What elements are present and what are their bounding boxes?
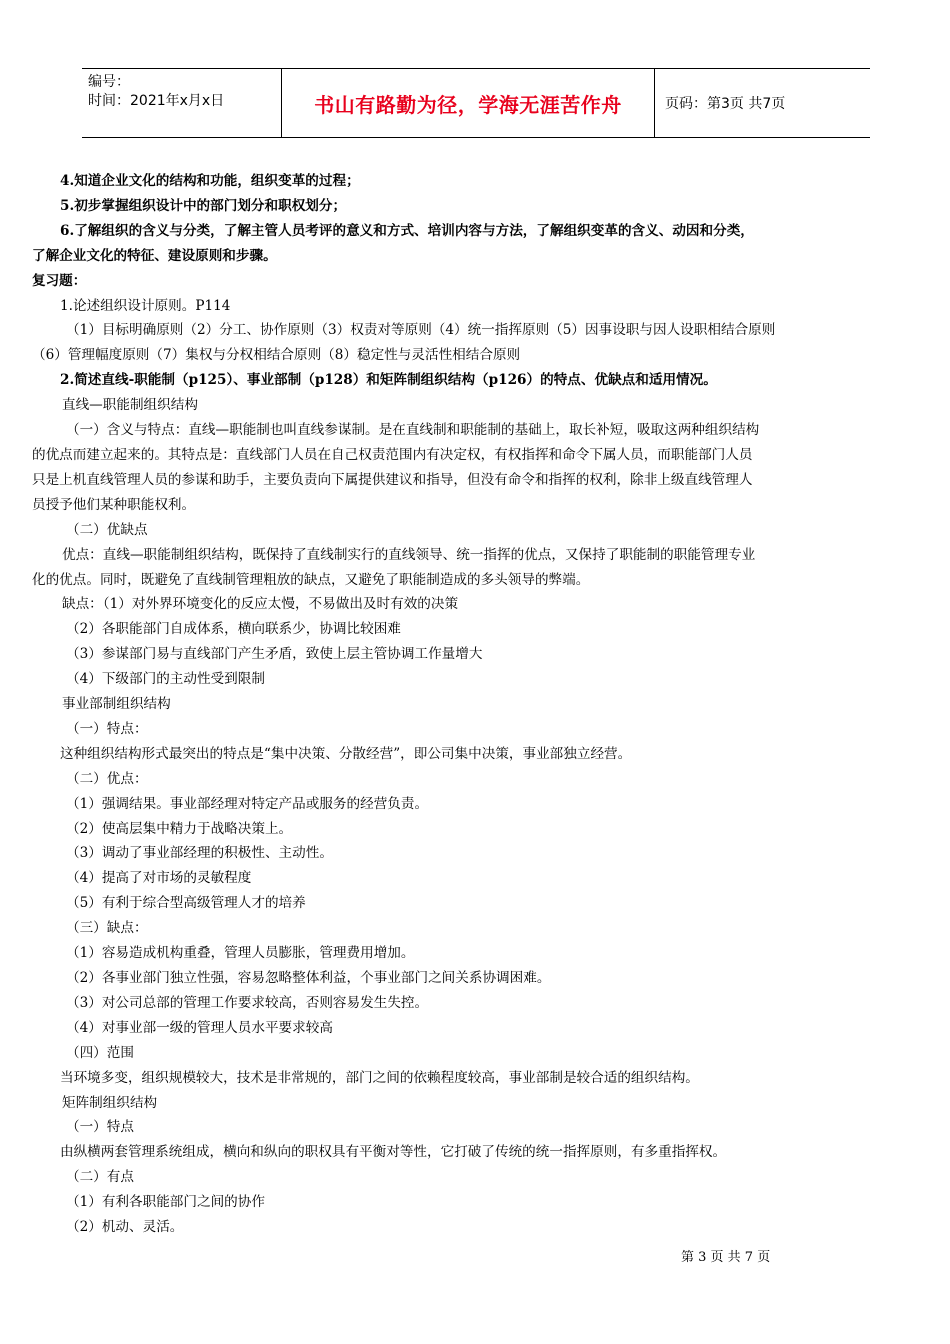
- text-line: （6）管理幅度原则（7）集权与分权相结合原则（8）稳定性与灵活性相结合原则: [32, 347, 521, 364]
- subheading-line: 直线—职能制组织结构: [62, 397, 198, 414]
- subheading-line: 事业部制组织结构: [62, 696, 171, 713]
- text-line: 优点：直线—职能制组织结构，既保持了直线制实行的直线领导、统一指挥的优点，又保持了职能制的职能管理专业: [62, 546, 756, 563]
- question-line: 2.简述直线-职能制（p125）、事业部制（p128）和矩阵制组织结构（p126）的特点、优缺点和适用情况。: [60, 372, 717, 389]
- page-label: 页码：第3页 共7页: [665, 96, 786, 112]
- header-meta: [82, 69, 282, 137]
- text-line: 的优点而建立起来的。其特点是：直线部门人员在自己权责范围内有决定权，有权指挥和命令下属人员，而职能部门人员: [32, 446, 753, 463]
- page-footer: 第 3 页 共 7 页: [681, 1250, 771, 1265]
- text-line: （4）下级部门的主动性受到限制: [66, 671, 265, 688]
- text-line: （一）特点：: [66, 720, 148, 737]
- section-heading: 复习题：: [32, 272, 87, 289]
- objective-line: 5.初步掌握组织设计中的部门划分和职权划分；: [60, 197, 347, 214]
- text-line: （2）各事业部门独立性强，容易忽略整体利益，个事业部门之间关系协调困难。: [66, 970, 551, 986]
- text-line: （一）特点: [66, 1119, 134, 1136]
- text-line: （3）对公司总部的管理工作要求较高，否则容易发生失控。: [66, 994, 429, 1011]
- text-line: （5）有利于综合型高级管理人才的培养: [66, 895, 306, 912]
- text-line: （二）优缺点: [66, 521, 148, 538]
- text-line: 由纵横两套管理系统组成，横向和纵向的职权具有平衡对等性，它打破了传统的统一指挥原则，有多重指挥权。: [60, 1144, 727, 1161]
- page-header: [82, 68, 870, 138]
- objective-line: 4.知道企业文化的结构和功能，组织变革的过程；: [60, 173, 360, 189]
- text-line: （3）调动了事业部经理的积极性、主动性。: [66, 845, 333, 862]
- header-page-cell: [655, 69, 870, 137]
- text-line: （2）各职能部门自成体系，横向联系少，协调比较困难: [66, 621, 401, 638]
- text-line: 只是上机直线管理人员的参谋和助手，主要负责向下属提供建议和指导，但没有命令和指挥的权利，除非上级直线管理人: [32, 471, 753, 488]
- text-line: （3）参谋部门易与直线部门产生矛盾，致使上层主管协调工作量增大: [66, 646, 483, 663]
- text-line: （1）容易造成机构重叠，管理人员膨胀，管理费用增加。: [66, 945, 415, 962]
- text-line: 员授予他们某种职能权利。: [32, 496, 196, 513]
- text-line: （四）范围: [66, 1044, 134, 1061]
- question-line: 1.论述组织设计原则。P114: [60, 297, 231, 314]
- text-line: （1）强调结果。事业部经理对特定产品或服务的经营负责。: [66, 795, 429, 812]
- text-line: （4）对事业部一级的管理人员水平要求较高: [66, 1019, 333, 1036]
- text-line: （2）使高层集中精力于战略决策上。: [66, 820, 293, 837]
- text-line: （二）有点: [66, 1169, 134, 1186]
- text-line: （2）机动、灵活。: [66, 1219, 184, 1236]
- text-line: （4）提高了对市场的灵敏程度: [66, 870, 252, 887]
- text-line: （1）目标明确原则（2）分工、协作原则（3）权责对等原则（4）统一指挥原则（5）因事设职与因人设职相结合原则: [66, 322, 776, 339]
- text-line: 这种组织结构形式最突出的特点是“集中决策、分散经营”，即公司集中决策，事业部独立经营。: [60, 745, 632, 762]
- motto: 书山有路勤为径，学海无涯苦作舟: [314, 92, 622, 117]
- text-line: （二）优点：: [66, 770, 148, 787]
- text-line: 缺点：（1）对外界环境变化的反应太慢，不易做出及时有效的决策: [62, 596, 459, 613]
- text-line: （1）有利各职能部门之间的协作: [66, 1194, 265, 1211]
- number-label: 编号：: [88, 74, 130, 90]
- objective-line: 了解企业文化的特征、建设原则和步骤。: [32, 247, 277, 264]
- text-line: （一）含义与特点：直线—职能制也叫直线参谋制。是在直线制和职能制的基础上，取长补短，吸取这两种组织结构: [66, 422, 760, 439]
- subheading-line: 矩阵制组织结构: [62, 1094, 158, 1111]
- objective-line: 6.了解组织的含义与分类，了解主管人员考评的意义和方式、培训内容与方法，了解组织变革的含义、动因和分类，: [60, 222, 754, 239]
- text-line: 当环境多变，组织规模较大，技术是非常规的，部门之间的依赖程度较高，事业部制是较合适的组织结构。: [60, 1069, 699, 1086]
- document-body: [32, 169, 920, 1240]
- text-line: 化的优点。同时，既避免了直线制管理粗放的缺点，又避免了职能制造成的多头领导的弊端。: [32, 571, 590, 588]
- header-motto-cell: [282, 69, 655, 137]
- text-line: （三）缺点：: [66, 920, 148, 937]
- time-label: 时间：2021年x月x日: [88, 93, 225, 109]
